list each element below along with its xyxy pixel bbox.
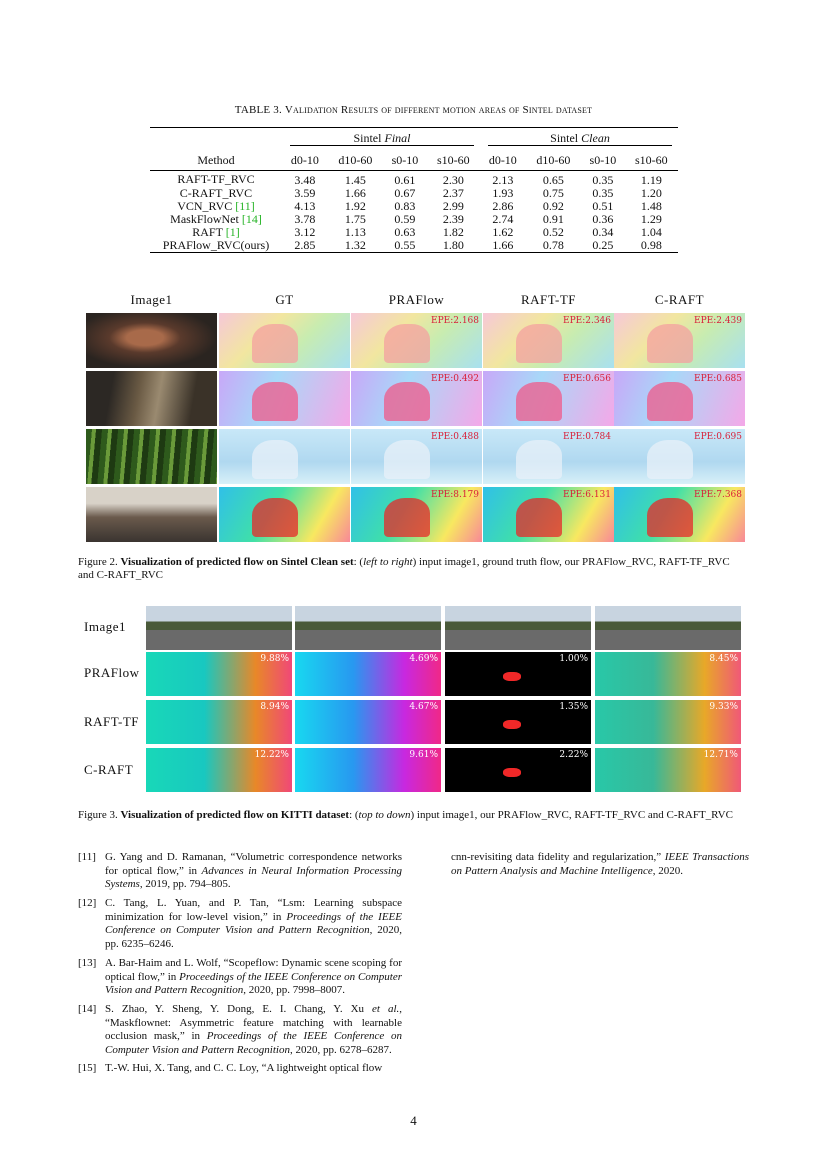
table-header-row xyxy=(150,150,678,171)
value-cell: 0.83 xyxy=(394,199,416,213)
citation-link[interactable]: [1] xyxy=(225,225,240,239)
kitti-flow-image xyxy=(445,700,591,744)
flow-region xyxy=(252,382,298,421)
flow-visualization-image xyxy=(483,371,614,426)
table-caption-text: Validation Results of different motion areas of Sintel dataset xyxy=(284,104,593,116)
value-cell: 0.55 xyxy=(383,239,427,253)
flow-region xyxy=(516,324,562,363)
flow-visualization-image xyxy=(219,371,350,426)
column-header: s10-60 xyxy=(436,152,470,167)
error-percent-label: 9.88% xyxy=(260,654,289,664)
value-cell: 0.51 xyxy=(592,199,614,213)
kitti-input-image xyxy=(445,606,591,650)
flow-visualization-image xyxy=(351,429,482,484)
flow-visualization-image xyxy=(614,313,745,368)
figure-2-column-header: GT xyxy=(275,292,294,307)
flow-visualization-image xyxy=(483,313,614,368)
results-table: Sintel Final Sintel Clean Method d0-10 d10-60 s0-10 s10-60 d0-10 d10-60 s0-10 s10-60 RAFT-TF_RVC 3.48 1.45 0.61 2.30 2.13 0.65 0.35 1.19 C-RAFT_RVC 3.59 1.66 0.67 2.37 1.93 0.75 0.35 1.20 VCN_RVC [11] 4.13 1.92 0.83 2.99 2.86 0.92 0.51 1.48 MaskFlowNet [14] 3.78 1.75 0.59 2.39 2.74 0.91 0.36 1.29 RAFT [1] 3.12 1.13 0.63 1.82 1.62 0.52 0.34 1.04 PRAFlow_RVC(ours) 2.85 1.32 0.55 1.80 1.66 0.78 0.25 0.98 xyxy=(150,127,678,253)
value-cell: 3.59 xyxy=(294,186,316,200)
value-cell: 0.92 xyxy=(542,199,564,213)
kitti-flow-image xyxy=(146,748,292,792)
error-percent-label: 9.61% xyxy=(409,750,438,760)
flow-region xyxy=(384,324,430,363)
figure-2-column-header: RAFT-TF xyxy=(520,292,577,307)
car-flow-region xyxy=(503,720,521,730)
flow-visualization-image xyxy=(219,487,350,542)
flow-region xyxy=(647,382,693,421)
flow-visualization-image xyxy=(219,313,350,368)
flow-region xyxy=(647,324,693,363)
kitti-flow-image xyxy=(295,700,441,744)
value-cell: 1.19 xyxy=(625,171,678,188)
value-cell: 2.74 xyxy=(492,212,514,226)
table-caption-label: TABLE 3. xyxy=(234,104,282,116)
kitti-input-image xyxy=(146,606,292,650)
table-row xyxy=(150,239,678,253)
flow-region xyxy=(516,440,562,479)
value-cell: 3.12 xyxy=(294,225,316,239)
sintel-input-image xyxy=(86,487,217,542)
flow-region xyxy=(252,440,298,479)
car-flow-region xyxy=(503,672,521,682)
value-cell: 1.45 xyxy=(328,171,383,188)
value-cell: 0.98 xyxy=(625,239,678,253)
figure-3-row-label: RAFT-TF xyxy=(84,714,140,729)
error-percent-label: 12.22% xyxy=(254,750,289,760)
epe-label: EPE:6.131 xyxy=(563,490,611,500)
epe-label: EPE:2.346 xyxy=(563,316,611,326)
flow-region xyxy=(384,440,430,479)
figure-2-column-header: Image1 xyxy=(130,292,173,307)
sintel-input-image xyxy=(86,371,217,426)
value-cell: 1.20 xyxy=(640,186,662,200)
flow-visualization-image xyxy=(483,487,614,542)
page-number: 4 xyxy=(410,1113,417,1128)
value-cell: 1.62 xyxy=(492,225,514,239)
flow-visualization-image xyxy=(351,313,482,368)
epe-label: EPE:2.439 xyxy=(694,316,742,326)
method-cell: MaskFlowNet [14] xyxy=(170,212,262,226)
flow-visualization-image xyxy=(614,487,745,542)
figure-3-row-label: C-RAFT xyxy=(84,762,134,777)
flow-region xyxy=(647,440,693,479)
method-cell: VCN_RVC [11] xyxy=(177,199,255,213)
method-cell: RAFT [1] xyxy=(192,225,240,239)
citation-link[interactable]: [14] xyxy=(241,212,262,226)
figure-3-caption: Figure 3. Visualization of predicted flow on KITTI dataset: (top to down) input image1, our PRAFlow_RVC, RAFT-TF_RVC and C-RAFT_RVC xyxy=(78,809,733,821)
epe-label: EPE:0.492 xyxy=(431,374,479,384)
value-cell: 1.66 xyxy=(480,239,526,253)
epe-label: EPE:0.695 xyxy=(694,432,742,442)
epe-label: EPE:0.488 xyxy=(431,432,479,442)
value-cell: 0.63 xyxy=(394,225,416,239)
value-cell: 3.48 xyxy=(282,171,328,188)
flow-region xyxy=(516,382,562,421)
column-header: s10-60 xyxy=(634,152,668,167)
value-cell: 1.32 xyxy=(328,239,383,253)
value-cell: 1.04 xyxy=(640,225,662,239)
kitti-flow-image xyxy=(295,652,441,696)
method-header: Method xyxy=(197,152,235,167)
epe-label: EPE:0.656 xyxy=(563,374,611,384)
citation-link[interactable]: [11] xyxy=(235,199,255,213)
value-cell: 0.34 xyxy=(592,225,614,239)
value-cell: 0.59 xyxy=(394,212,416,226)
value-cell: 0.67 xyxy=(394,186,416,200)
error-percent-label: 9.33% xyxy=(709,702,738,712)
epe-label: EPE:7.368 xyxy=(694,490,742,500)
kitti-flow-image xyxy=(595,748,741,792)
value-cell: 2.30 xyxy=(427,171,480,188)
figure-3-row-label: Image1 xyxy=(84,619,126,634)
error-percent-label: 4.69% xyxy=(409,654,438,664)
value-cell: 1.13 xyxy=(344,225,366,239)
error-percent-label: 8.45% xyxy=(709,654,738,664)
table-row xyxy=(150,171,678,188)
kitti-input-image xyxy=(295,606,441,650)
value-cell: 0.25 xyxy=(581,239,625,253)
value-cell: 3.78 xyxy=(294,212,316,226)
reference-15-continuation: cnn-revisiting data fidelity and regularization,” IEEE Transactions on Pattern Analysis and Machine Intelligence, 2020. xyxy=(451,851,749,877)
kitti-flow-image xyxy=(595,700,741,744)
column-header: d10-60 xyxy=(338,152,373,167)
value-cell: 0.65 xyxy=(526,171,581,188)
error-percent-label: 1.00% xyxy=(559,654,588,664)
value-cell: 1.92 xyxy=(344,199,366,213)
kitti-flow-image xyxy=(146,700,292,744)
method-cell: C-RAFT_RVC xyxy=(179,186,253,200)
flow-region xyxy=(384,498,430,537)
kitti-flow-image xyxy=(445,652,591,696)
error-percent-label: 8.94% xyxy=(260,702,289,712)
value-cell: 1.66 xyxy=(344,186,366,200)
car-flow-region xyxy=(503,768,521,778)
kitti-flow-image xyxy=(445,748,591,792)
column-header: s0-10 xyxy=(391,152,419,167)
flow-visualization-image xyxy=(614,371,745,426)
method-cell: RAFT-TF_RVC xyxy=(150,171,282,188)
figure-3-row-label: PRAFlow xyxy=(84,665,140,680)
flow-visualization-image xyxy=(219,429,350,484)
figure-2-column-header: PRAFlow xyxy=(388,292,445,307)
kitti-flow-image xyxy=(295,748,441,792)
figure-2-caption: Figure 2. Visualization of predicted flow on Sintel Clean set: (left to right) input image1, ground truth flow, our PRAFlow_RVC, RAFT-TF_RVC and C-RAFT_RVC xyxy=(78,556,730,581)
error-percent-label: 4.67% xyxy=(409,702,438,712)
column-header: s0-10 xyxy=(589,152,617,167)
value-cell: 0.52 xyxy=(542,225,564,239)
value-cell: 0.75 xyxy=(542,186,564,200)
flow-region xyxy=(384,382,430,421)
kitti-flow-image xyxy=(595,652,741,696)
epe-label: EPE:0.685 xyxy=(694,374,742,384)
value-cell: 0.35 xyxy=(592,186,614,200)
value-cell: 1.93 xyxy=(492,186,514,200)
epe-label: EPE:2.168 xyxy=(431,316,479,326)
column-header: d0-10 xyxy=(488,152,517,167)
value-cell: 1.29 xyxy=(640,212,662,226)
epe-label: EPE:8.179 xyxy=(431,490,479,500)
column-header: d10-60 xyxy=(536,152,571,167)
flow-region xyxy=(516,498,562,537)
value-cell: 0.36 xyxy=(592,212,614,226)
flow-visualization-image xyxy=(351,371,482,426)
error-percent-label: 1.35% xyxy=(559,702,588,712)
sintel-input-image xyxy=(86,429,217,484)
column-header: d0-10 xyxy=(290,152,319,167)
method-cell: PRAFlow_RVC(ours) xyxy=(150,239,282,253)
epe-label: EPE:0.784 xyxy=(563,432,611,442)
value-cell: 2.85 xyxy=(282,239,328,253)
value-cell: 0.61 xyxy=(383,171,427,188)
value-cell: 0.91 xyxy=(542,212,564,226)
kitti-flow-image xyxy=(146,652,292,696)
kitti-input-image xyxy=(595,606,741,650)
value-cell: 1.75 xyxy=(344,212,366,226)
flow-visualization-image xyxy=(351,487,482,542)
flow-region xyxy=(252,324,298,363)
value-cell: 4.13 xyxy=(294,199,316,213)
table-caption xyxy=(0,104,827,116)
error-percent-label: 2.22% xyxy=(559,750,588,760)
sintel-input-image xyxy=(86,313,217,368)
value-cell: 2.39 xyxy=(442,212,464,226)
flow-region xyxy=(647,498,693,537)
error-percent-label: 12.71% xyxy=(703,750,738,760)
value-cell: 2.99 xyxy=(442,199,464,213)
flow-region xyxy=(252,498,298,537)
value-cell: 1.80 xyxy=(427,239,480,253)
value-cell: 1.82 xyxy=(442,225,464,239)
value-cell: 2.13 xyxy=(480,171,526,188)
value-cell: 0.35 xyxy=(581,171,625,188)
value-cell: 2.37 xyxy=(442,186,464,200)
flow-visualization-image xyxy=(483,429,614,484)
value-cell: 0.78 xyxy=(526,239,581,253)
value-cell: 1.48 xyxy=(640,199,662,213)
figure-2-column-header: C-RAFT xyxy=(654,292,705,307)
flow-visualization-image xyxy=(614,429,745,484)
value-cell: 2.86 xyxy=(492,199,514,213)
